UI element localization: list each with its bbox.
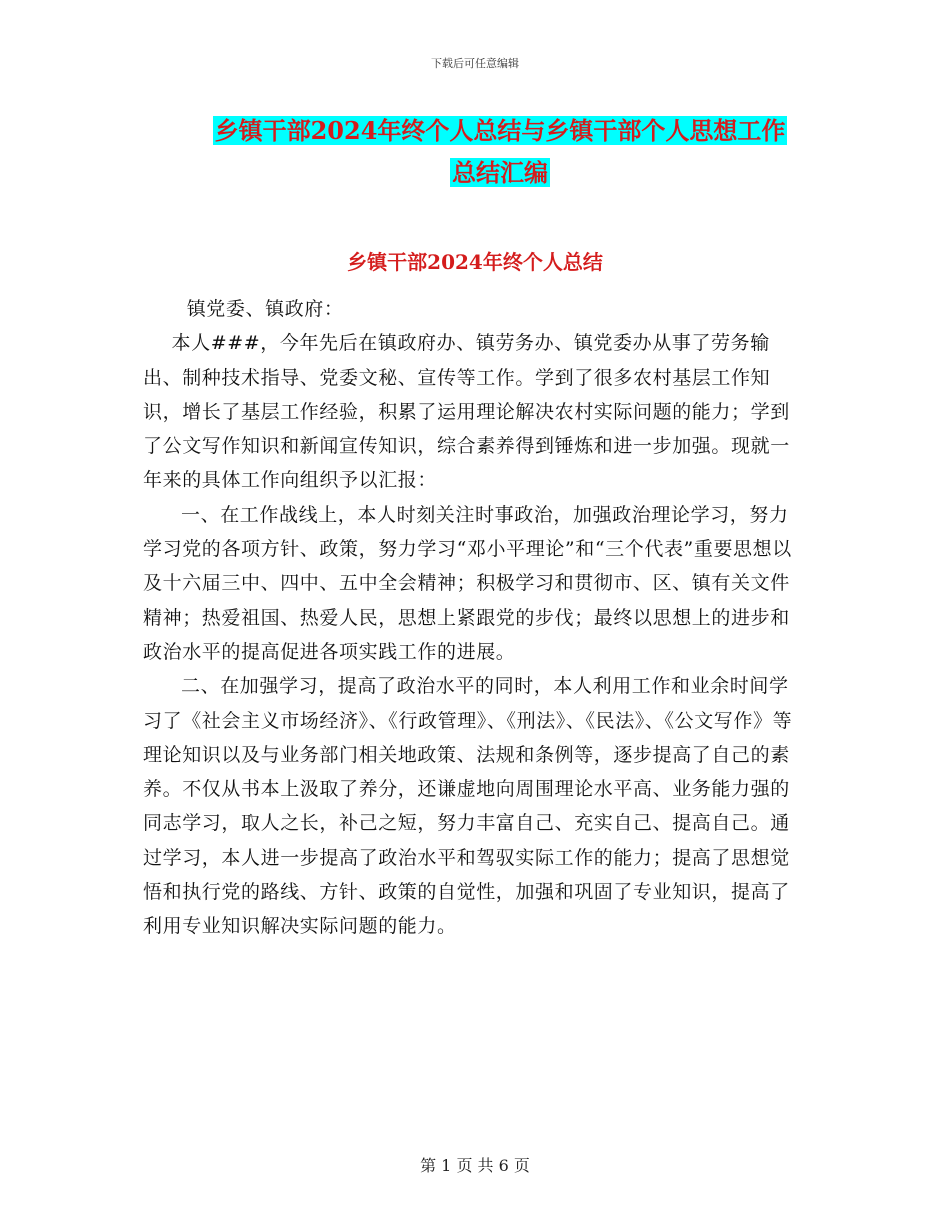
paragraph-study: 二、在加强学习，提高了政治水平的同时，本人利用工作和业余时间学习了《社会主义市场经济》、《行政管理》、《刑法》、《民法》、《公文写作》等理论知识以及与业务部门相关地政策、法规和条例等，逐步提高了自己的素养。不仅从书本上汲取了养分，还谦虚地向周围理论水平高、业务能力强的同志学习，取人之长，补己之短，努力丰富自己、充实自己、提高自己。通过学习，本人进一步提高了政治水平和驾驭实际工作的能力；提高了思想觉悟和执行党的路线、方针、政策的自觉性，加强和巩固了专业知识，提高了利用专业知识解决实际问题的能力。 [143,675,793,938]
page-footer: 第 1 页 共 6 页 [420,1156,530,1175]
section-title: 乡镇干部2024年终个人总结 [347,250,603,274]
paragraph-work: 一、在工作战线上，本人时刻关注时事政治，加强政治理论学习，努力学习党的各项方针、政策，努力学习“邓小平理论”和“三个代表”重要思想以及十六届三中、四中、五中全会精神；积极学习和贯彻市、区、镇有关文件精神；热爱祖国、热爱人民，思想上紧跟党的步伐；最终以思想上的进步和政治水平的提高促进各项实践工作的进展。 [143,503,792,663]
document-body [143,292,807,944]
title-line-2: 总结汇编 [452,158,548,187]
header-note: 下载后可任意编辑 [431,57,519,70]
salutation: 镇党委、镇政府： [186,298,344,320]
title-line-1: 乡镇干部2024年终个人总结与乡镇干部个人思想工作 [214,116,786,145]
document-title [140,110,860,194]
paragraph-intro: 本人###，今年先后在镇政府办、镇劳务办、镇党委办从事了劳务输出、制种技术指导、党委文秘、宣传等工作。学到了很多农村基层工作知识，增长了基层工作经验，积累了运用理论解决农村实际问题的能力；学到了公文写作知识和新闻宣传知识，综合素养得到锤炼和进一步加强。现就一年来的具体工作向组织予以汇报： [143,332,790,492]
